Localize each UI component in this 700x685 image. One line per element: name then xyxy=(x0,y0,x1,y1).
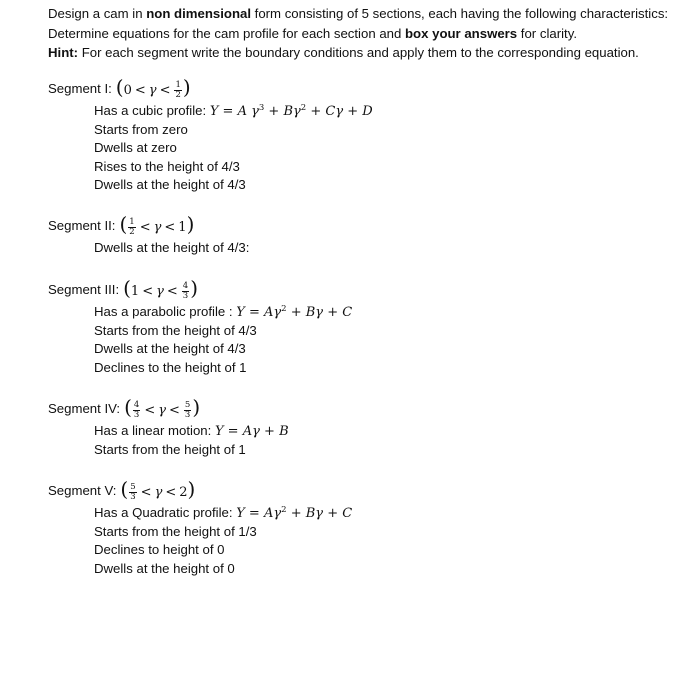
segment-5-line: Dwells at the height of 0 xyxy=(94,560,235,576)
segment-5-range: ( $\frac{5}{3}$ < γ < 2) xyxy=(120,476,196,502)
segment-3-equation: Has a parabolic profile : $Y = A\gamma^2 + B\gamma + C$ xyxy=(94,304,353,320)
segment-4-line: Starts from the height of 1 xyxy=(94,442,246,458)
segment-3 xyxy=(48,275,352,377)
segment-5 xyxy=(48,476,352,578)
segment-3-header: Segment III: (1 < γ < $\frac{4}{3}$ ) xyxy=(48,275,199,301)
segment-5-equation: Has a Quadratic profile: $Y = A\gamma^2 + B\gamma + C$ xyxy=(94,505,353,521)
segment-5-details xyxy=(94,504,352,578)
segment-4 xyxy=(48,394,289,459)
segment-3-details xyxy=(94,303,352,377)
hint-line: Hint: For each segment write the boundary conditions and apply them to the corresponding equation. xyxy=(48,45,639,60)
segment-3-range: (1 < γ < $\frac{4}{3}$ ) xyxy=(123,275,199,301)
segment-3-line: Declines to the height of 1 xyxy=(94,359,247,375)
segment-2-header: Segment II: ( $\frac{1}{2}$ < γ < 1) xyxy=(48,211,195,237)
segment-1-line: Dwells at the height of 4/3 xyxy=(94,176,246,192)
segment-5-header: Segment V: ( $\frac{5}{3}$ < γ < 2) xyxy=(48,476,196,502)
intro-line-2: Determine equations for the cam profile for each section and box your answers for clarity. xyxy=(48,25,577,41)
segment-2-line: Dwells at the height of 4/3: xyxy=(94,240,250,255)
segment-2-range: ( $\frac{1}{2}$ < γ < 1) xyxy=(119,211,195,237)
segment-2-details xyxy=(94,239,249,257)
segment-1-equation: Has a cubic profile: Y = A $\gamma^3 + B\gamma^2 + C\gamma + D$ xyxy=(94,103,373,119)
segment-1-header: Segment I: (0 < γ < $\frac{1}{2}$ ) xyxy=(48,74,191,100)
segment-1 xyxy=(48,74,373,194)
segment-5-line: Starts from the height of 1/3 xyxy=(94,524,257,540)
segment-3-line: Dwells at the height of 4/3 xyxy=(94,341,246,357)
problem-statement xyxy=(48,4,693,63)
segment-5-line: Declines to height of 0 xyxy=(94,542,225,558)
segment-2 xyxy=(48,211,249,257)
segment-4-equation: Has a linear motion: Y = Aγ + B xyxy=(94,423,289,439)
segment-3-line: Starts from the height of 4/3 xyxy=(94,323,257,339)
segment-4-header: Segment IV: ( $\frac{4}{3}$ < γ < $\frac{5}{3}$ ) xyxy=(48,394,201,420)
segment-4-range: ( $\frac{4}{3}$ < γ < $\frac{5}{3}$ ) xyxy=(124,394,201,420)
segment-1-line: Dwells at zero xyxy=(94,140,177,156)
segment-1-line: Starts from zero xyxy=(94,122,188,138)
segment-1-line: Rises to the height of 4/3 xyxy=(94,158,240,174)
segment-1-range: (0 < γ < $\frac{1}{2}$ ) xyxy=(115,74,191,100)
segment-4-details xyxy=(94,422,289,459)
segment-1-details xyxy=(94,102,373,194)
intro-line-1: Design a cam in non dimensional form consisting of 5 sections, each having the following characteristics: xyxy=(48,6,669,21)
